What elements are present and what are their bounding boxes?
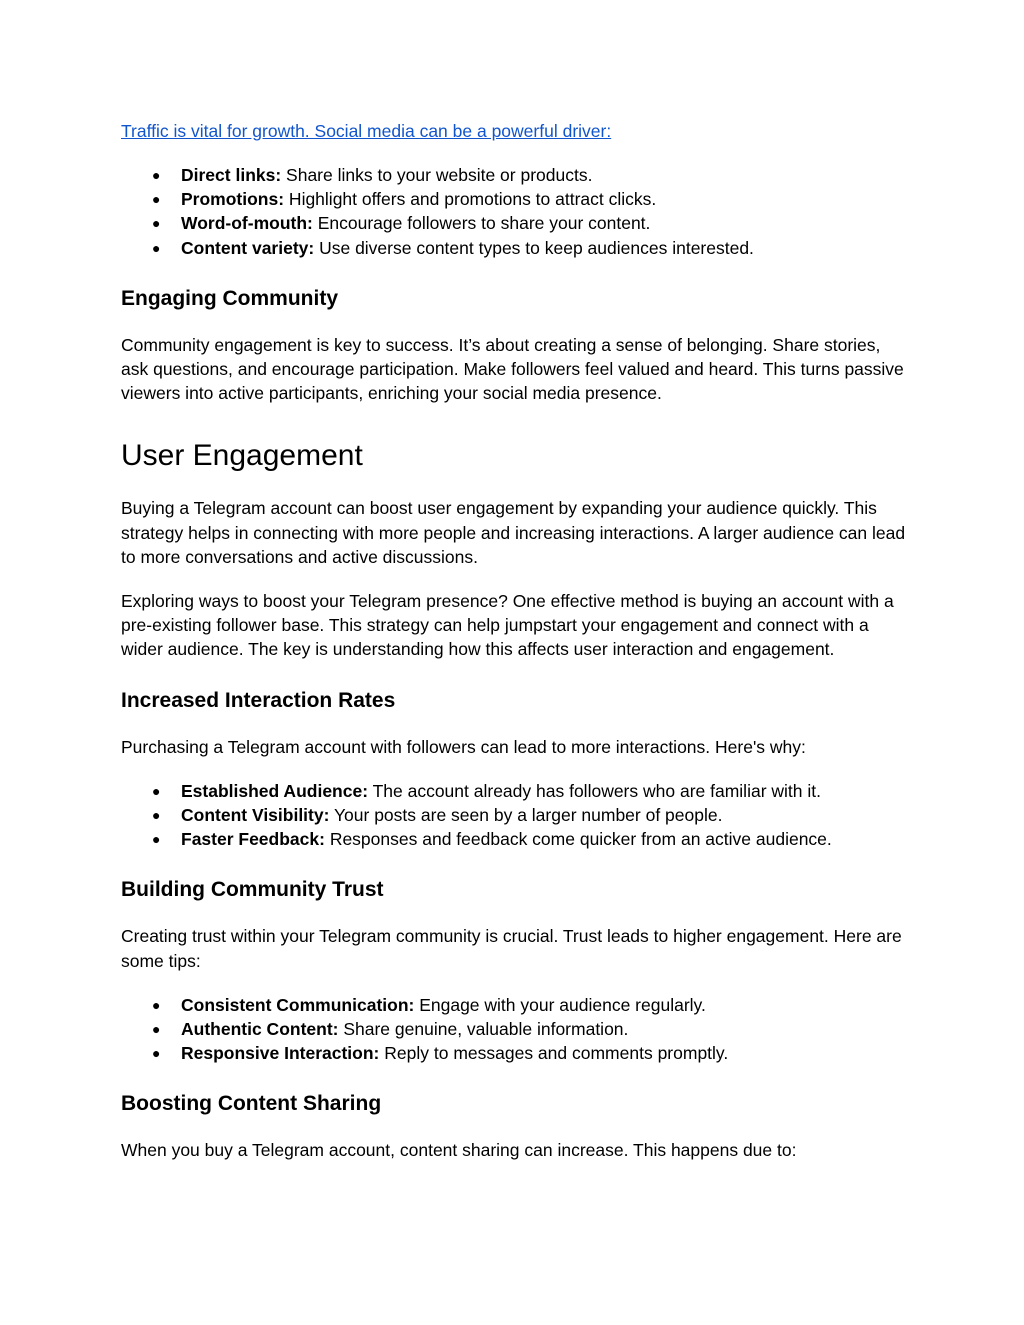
list-item — [121, 993, 911, 1017]
community-trust-list — [121, 993, 911, 1066]
list-item — [121, 236, 911, 260]
bullet-icon: ● — [152, 782, 161, 799]
section-heading-engaging-community: Engaging Community — [121, 286, 338, 310]
list-item-term: Authentic Content: — [181, 1019, 339, 1040]
list-item-text: The account already has followers who are familiar with it. — [368, 780, 821, 801]
list-item-text: Engage with your audience regularly. — [414, 994, 706, 1015]
list-item-text: Responses and feedback come quicker from an active audience. — [324, 829, 832, 850]
list-item — [121, 187, 911, 211]
list-item-term: Faster Feedback: — [181, 829, 325, 850]
bullet-icon: ● — [152, 1021, 161, 1038]
list-item — [121, 163, 911, 187]
list-item-text: Your posts are seen by a larger number of people. — [329, 805, 723, 826]
user-engagement-paragraph-1: Buying a Telegram account can boost user engagement by expanding your audience quickly. This strategy helps in connecting with more people and increasing interactions. A larger audience can lead to more conversations and active discussions. — [121, 498, 906, 567]
bullet-icon: ● — [152, 807, 161, 824]
list-item — [121, 1041, 911, 1065]
traffic-list — [121, 163, 911, 260]
content-sharing-paragraph: When you buy a Telegram account, content sharing can increase. This happens due to: — [121, 1140, 797, 1161]
list-item-text: Reply to messages and comments promptly. — [379, 1043, 729, 1064]
list-item — [121, 803, 911, 827]
interaction-rates-list — [121, 779, 911, 852]
list-item — [121, 211, 911, 235]
section-heading-user-engagement: User Engagement — [121, 439, 363, 473]
bullet-icon: ● — [152, 191, 161, 208]
list-item-text: Share genuine, valuable information. — [338, 1019, 629, 1040]
list-item-term: Established Audience: — [181, 780, 369, 801]
list-item-text: Share links to your website or products. — [281, 165, 593, 185]
bullet-icon: ● — [152, 831, 161, 848]
user-engagement-paragraph-2: Exploring ways to boost your Telegram presence? One effective method is buying an account with a pre-existing follower base. This strategy can help jumpstart your engagement and connect with a wider audience. The key is understanding how this affects user interaction and engagement. — [121, 591, 894, 660]
interaction-rates-paragraph: Purchasing a Telegram account with followers can lead to more interactions. Here's why: — [121, 736, 806, 757]
document-page — [121, 119, 911, 1163]
engaging-community-paragraph: Community engagement is key to success. It’s about creating a sense of belonging. Share stories, ask questions, and encourage participation. Make followers feel valued and heard. This turns passive viewers into active participants, enriching your social media presence. — [121, 334, 904, 404]
bullet-icon: ● — [152, 1045, 161, 1062]
list-item — [121, 1017, 911, 1041]
list-item-term: Responsive Interaction: — [181, 1043, 380, 1064]
list-item-term: Content variety: — [181, 237, 315, 258]
bullet-icon: ● — [152, 239, 161, 256]
list-item-term: Word-of-mouth: — [181, 213, 313, 234]
list-item — [121, 779, 911, 803]
list-item-text: Use diverse content types to keep audiences interested. — [314, 237, 754, 258]
section-heading-content-sharing: Boosting Content Sharing — [121, 1092, 382, 1116]
bullet-icon: ● — [152, 167, 161, 183]
list-item-term: Consistent Communication: — [181, 994, 415, 1015]
intro-link[interactable]: Traffic is vital for growth. Social media can be a powerful driver: — [121, 121, 612, 141]
list-item-text: Highlight offers and promotions to attract clicks. — [284, 189, 657, 210]
section-heading-community-trust: Building Community Trust — [121, 878, 384, 902]
list-item — [121, 827, 911, 851]
list-item-term: Direct links: — [181, 165, 282, 185]
section-heading-interaction-rates: Increased Interaction Rates — [121, 688, 396, 712]
bullet-icon: ● — [152, 215, 161, 232]
bullet-icon: ● — [152, 996, 161, 1013]
community-trust-paragraph: Creating trust within your Telegram community is crucial. Trust leads to higher engagement. Here are some tips: — [121, 926, 902, 971]
list-item-text: Encourage followers to share your content. — [312, 213, 651, 234]
list-item-term: Content Visibility: — [181, 805, 330, 826]
list-item-term: Promotions: — [181, 189, 285, 210]
